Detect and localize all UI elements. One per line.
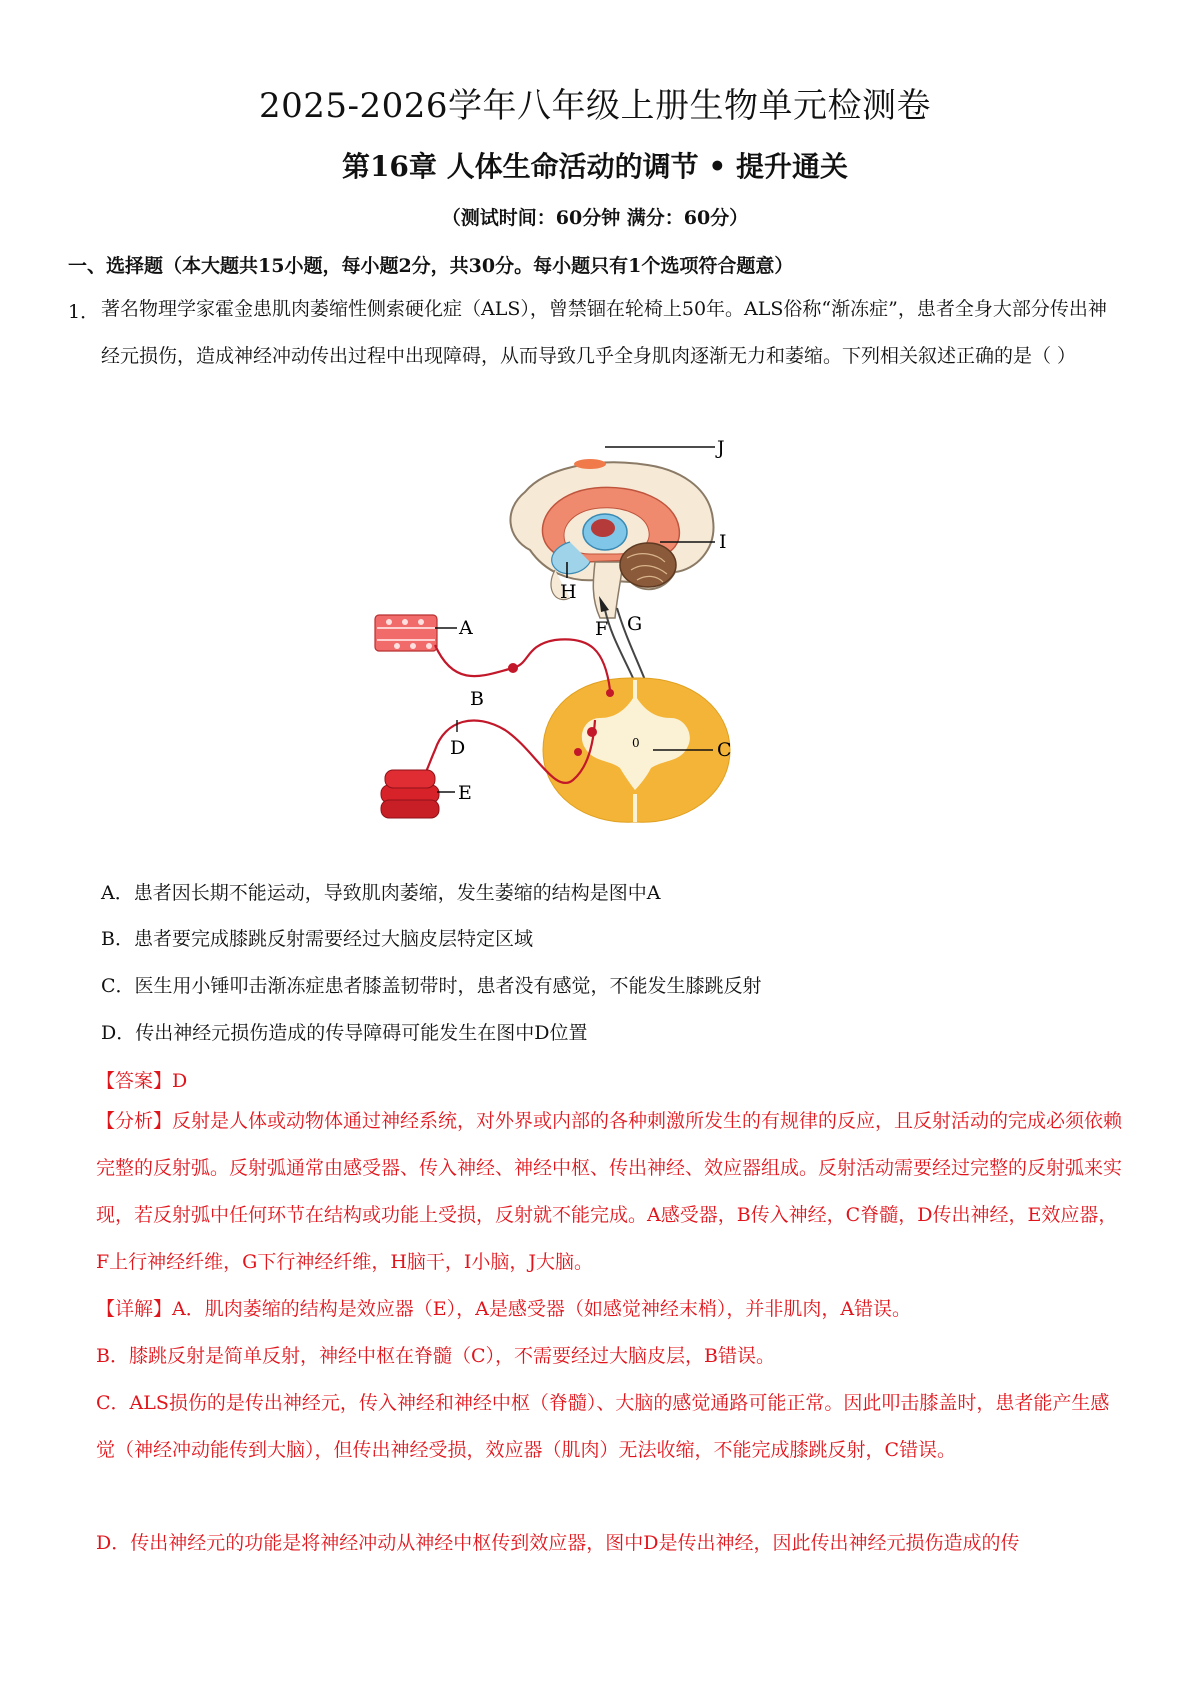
figure-label-d: D xyxy=(450,737,466,759)
figure-label-j: J xyxy=(717,437,725,459)
section-heading: 一、选择题（本大题共15小题，每小题2分，共30分。每小题只有1个选项符合题意） xyxy=(68,255,794,277)
figure-label-f: F xyxy=(595,618,609,640)
figure-label-c: C xyxy=(717,739,732,761)
figure-label-g: G xyxy=(627,613,643,635)
figure-label-i: I xyxy=(719,531,727,553)
detail-c: C．ALS损伤的是传出神经元，传入神经和神经中枢（脊髓）、大脑的感觉通路可能正常。因此叩击膝盖时，患者能产生感觉（神经冲动能传到大脑），但传出神经受损，效应器（肌肉）无法收缩，不能完成膝跳反射，C错误。 xyxy=(96,1392,1110,1461)
reflex-arc-figure xyxy=(395,437,835,845)
effector-muscle-illustration xyxy=(381,770,455,818)
figure-label-a: A xyxy=(459,617,473,639)
question-text: 著名物理学家霍金患肌肉萎缩性侧索硬化症（ALS），曾禁锢在轮椅上50年。ALS俗称“渐冻症”，患者全身大部分传出神经元损伤，造成神经冲动传出过程中出现障碍，从而导致几乎全身肌肉逐渐无力和萎缩。下列相关叙述正确的是（ ） xyxy=(101,298,1107,367)
analysis-text: 【分析】反射是人体或动物体通过神经系统，对外界或内部的各种刺激所发生的有规律的反应，且反射活动的完成必须依赖完整的反射弧。反射弧通常由感受器、传入神经、神经中枢、传出神经、效应器组成。反射活动需要经过完整的反射弧来实现，若反射弧中任何环节在结构或功能上受损，反射就不能完成。A感受器，B传入神经，C脊髓，D传出神经，E效应器，F上行神经纤维，G下行神经纤维，H脑干，I小脑，J大脑。 xyxy=(96,1110,1123,1273)
figure-label-center: 0 xyxy=(632,736,640,750)
receptor-illustration xyxy=(375,615,457,651)
answer: 【答案】D xyxy=(96,1070,188,1092)
option-b: B．患者要完成膝跳反射需要经过大脑皮层特定区域 xyxy=(101,928,533,950)
spinal-cord-illustration xyxy=(543,678,730,822)
brain-illustration xyxy=(510,459,713,618)
figure-label-b: B xyxy=(470,688,484,710)
question-number: 1． xyxy=(68,301,100,323)
detail-b: B．膝跳反射是简单反射，神经中枢在脊髓（C），不需要经过大脑皮层，B错误。 xyxy=(96,1345,775,1367)
detail-a: 【详解】A．肌肉萎缩的结构是效应器（E），A是感受器（如感觉神经末梢），并非肌肉，A错误。 xyxy=(96,1298,912,1320)
time-info: （测试时间：60分钟 满分：60分） xyxy=(441,207,749,229)
option-c: C．医生用小锤叩击渐冻症患者膝盖韧带时，患者没有感觉，不能发生膝跳反射 xyxy=(101,975,762,997)
detail-d: D．传出神经元的功能是将神经冲动从神经中枢传到效应器，图中D是传出神经，因此传出神经元损伤造成的传 xyxy=(96,1532,1020,1554)
exam-title: 2025-2026学年八年级上册生物单元检测卷 xyxy=(258,86,932,126)
option-d: D．传出神经元损伤造成的传导障碍可能发生在图中D位置 xyxy=(101,1022,588,1044)
figure-label-e: E xyxy=(458,782,472,804)
chapter-subtitle: 第16章 人体生命活动的调节 • 提升通关 xyxy=(341,150,849,183)
figure-label-h: H xyxy=(560,581,577,603)
option-a: A．患者因长期不能运动，导致肌肉萎缩，发生萎缩的结构是图中A xyxy=(101,882,661,904)
